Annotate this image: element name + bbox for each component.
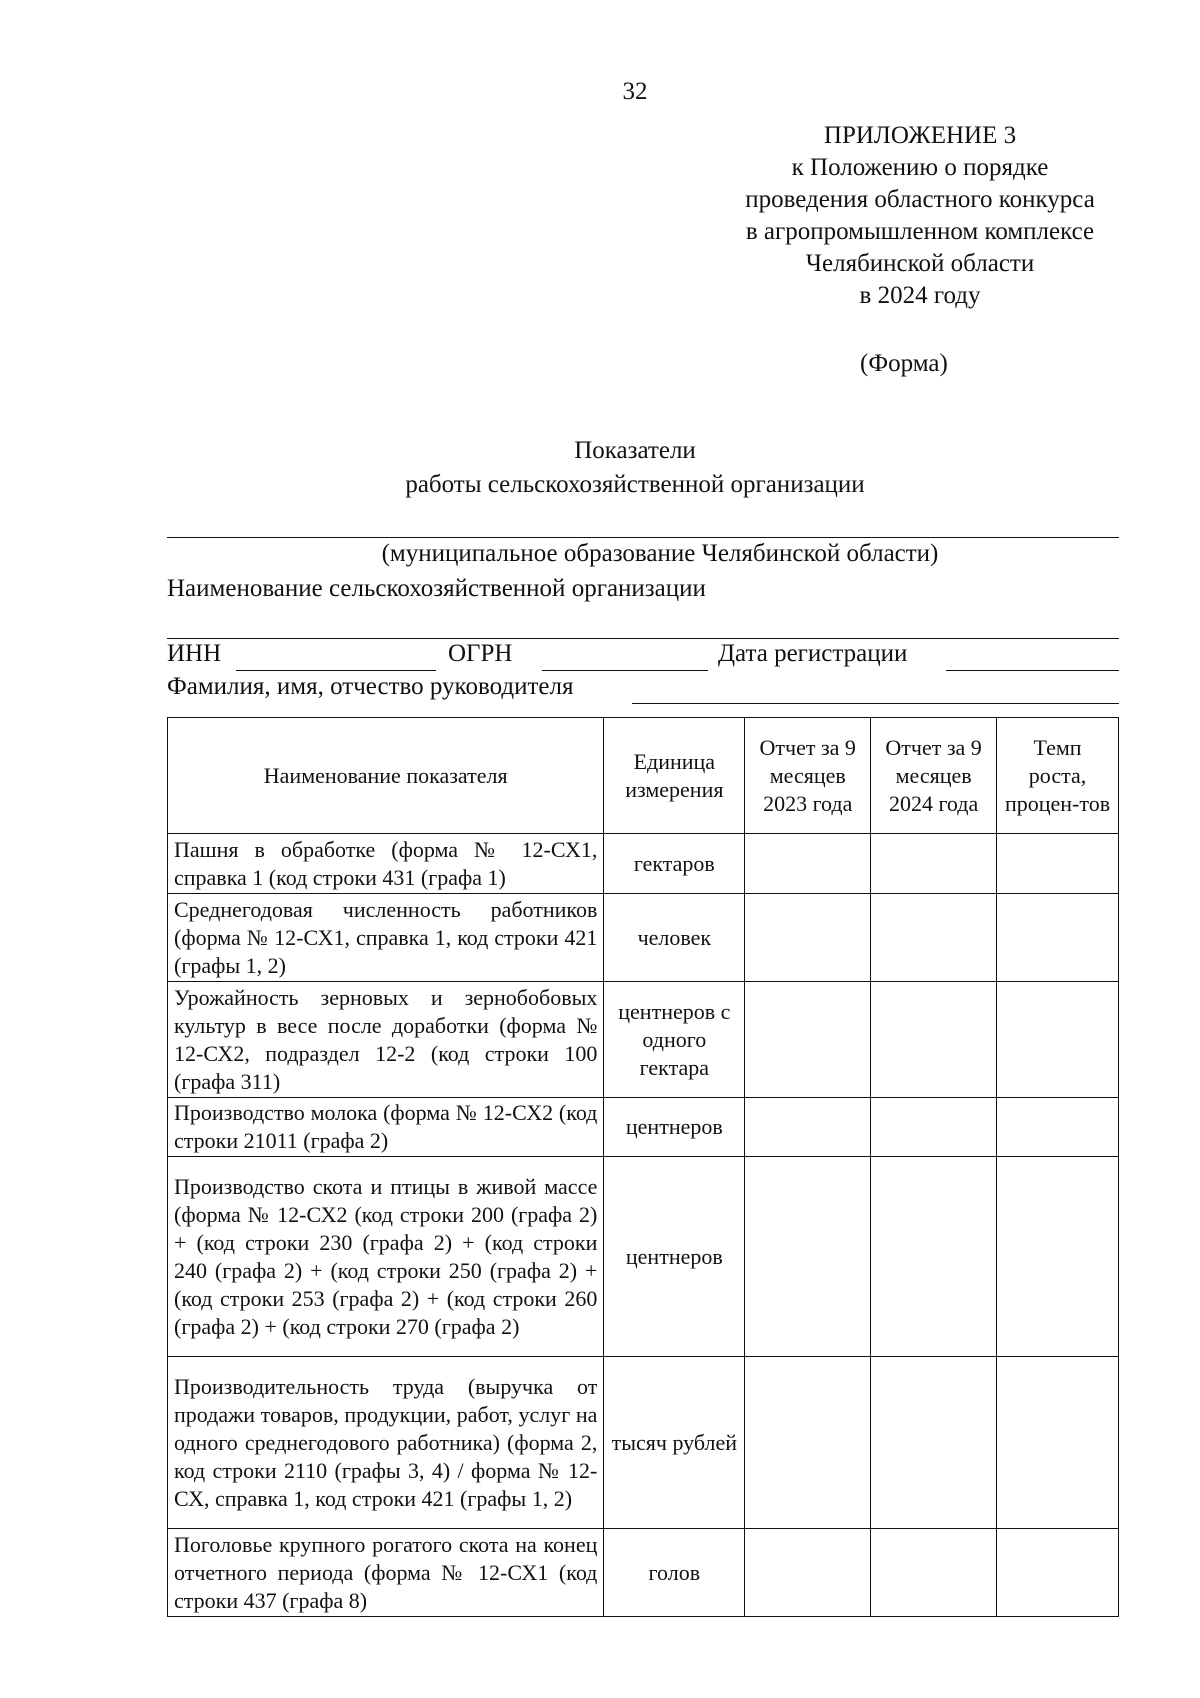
value-cell-growth[interactable] bbox=[997, 1529, 1119, 1617]
reg-date-fill-line[interactable] bbox=[946, 670, 1119, 671]
appendix-block bbox=[620, 120, 1200, 312]
heading-line: Показатели bbox=[574, 437, 696, 464]
table-row bbox=[168, 894, 1119, 982]
table-row bbox=[168, 982, 1119, 1098]
value-cell-2024[interactable] bbox=[871, 1357, 997, 1529]
value-cell-2023[interactable] bbox=[745, 894, 871, 982]
org-name-fill-line[interactable] bbox=[167, 638, 1119, 639]
header-unit: Единица измерения bbox=[604, 718, 745, 834]
org-name-label: Наименование сельскохозяйственной организации bbox=[167, 575, 706, 602]
indicator-name: Среднегодовая численность работников (форма № 12-СХ1, справка 1, код строки 421 (графы 1, 2) bbox=[168, 894, 604, 982]
header-indicator: Наименование показателя bbox=[168, 718, 604, 834]
value-cell-2023[interactable] bbox=[745, 982, 871, 1098]
indicator-name: Пашня в обработке (форма № 12-СХ1, справка 1 (код строки 431 (графа 1) bbox=[168, 834, 604, 894]
header-report-2024: Отчет за 9 месяцев 2024 года bbox=[871, 718, 997, 834]
table-row bbox=[168, 1529, 1119, 1617]
head-name-label: Фамилия, имя, отчество руководителя bbox=[167, 673, 574, 700]
value-cell-growth[interactable] bbox=[997, 1098, 1119, 1157]
indicator-unit: центнеров с одного гектара bbox=[604, 982, 745, 1098]
value-cell-growth[interactable] bbox=[997, 1357, 1119, 1529]
appendix-line: к Положению о порядке bbox=[791, 154, 1049, 181]
document-heading bbox=[0, 434, 1200, 502]
municipality-fill-line[interactable] bbox=[167, 537, 1119, 538]
value-cell-growth[interactable] bbox=[997, 894, 1119, 982]
table-row bbox=[168, 834, 1119, 894]
value-cell-2024[interactable] bbox=[871, 982, 997, 1098]
indicator-unit: центнеров bbox=[604, 1098, 745, 1157]
heading-line: работы сельскохозяйственной организации bbox=[405, 471, 865, 498]
indicator-name: Урожайность зерновых и зернобобовых культур в весе после доработки (форма № 12-СХ2, подраздел 12-2 (код строки 100 (графа 311) bbox=[168, 982, 604, 1098]
header-report-2023: Отчет за 9 месяцев 2023 года bbox=[745, 718, 871, 834]
appendix-line: проведения областного конкурса bbox=[745, 186, 1095, 213]
page-number: 32 bbox=[622, 78, 648, 105]
value-cell-2024[interactable] bbox=[871, 1157, 997, 1357]
value-cell-growth[interactable] bbox=[997, 1157, 1119, 1357]
value-cell-2023[interactable] bbox=[745, 1157, 871, 1357]
appendix-title: ПРИЛОЖЕНИЕ 3 bbox=[823, 122, 1017, 149]
appendix-line: Челябинской области bbox=[805, 250, 1035, 277]
value-cell-growth[interactable] bbox=[997, 834, 1119, 894]
ogrn-fill-line[interactable] bbox=[542, 670, 708, 671]
indicator-unit: голов bbox=[604, 1529, 745, 1617]
form-label: (Форма) bbox=[860, 350, 948, 377]
value-cell-2023[interactable] bbox=[745, 1098, 871, 1157]
reg-date-label: Дата регистрации bbox=[718, 640, 908, 667]
inn-label: ИНН bbox=[167, 640, 222, 667]
appendix-line: в 2024 году bbox=[859, 282, 981, 309]
value-cell-2024[interactable] bbox=[871, 1098, 997, 1157]
municipality-caption: (муниципальное образование Челябинской области) bbox=[381, 540, 939, 567]
value-cell-2024[interactable] bbox=[871, 1529, 997, 1617]
value-cell-2024[interactable] bbox=[871, 894, 997, 982]
value-cell-growth[interactable] bbox=[997, 982, 1119, 1098]
indicators-table bbox=[167, 717, 1119, 1617]
indicator-name: Производительность труда (выручка от продажи товаров, продукции, работ, услуг на одного среднегодового работника) (форма 2, код строки 2110 (графы 3, 4) / форма № 12-СХ, справка 1, код строки 421 (графы 1, 2) bbox=[168, 1357, 604, 1529]
indicator-unit: гектаров bbox=[604, 834, 745, 894]
ogrn-label: ОГРН bbox=[448, 640, 513, 667]
indicator-name: Производство молока (форма № 12-СХ2 (код строки 21011 (графа 2) bbox=[168, 1098, 604, 1157]
inn-fill-line[interactable] bbox=[236, 670, 436, 671]
table-row bbox=[168, 1357, 1119, 1529]
head-name-fill-line[interactable] bbox=[632, 703, 1119, 704]
table-row bbox=[168, 1098, 1119, 1157]
indicator-unit: тысяч рублей bbox=[604, 1357, 745, 1529]
value-cell-2023[interactable] bbox=[745, 834, 871, 894]
indicator-name: Производство скота и птицы в живой массе (форма № 12-СХ2 (код строки 200 (графа 2) + (код строки 230 (графа 2) + (код строки 240 (графа 2) + (код строки 250 (графа 2) + (код строки 253 (графа 2) + (код строки 260 (графа 2) + (код строки 270 (графа 2) bbox=[168, 1157, 604, 1357]
indicator-name: Поголовье крупного рогатого скота на конец отчетного периода (форма № 12-СХ1 (код строки 437 (графа 8) bbox=[168, 1529, 604, 1617]
table-row bbox=[168, 1157, 1119, 1357]
value-cell-2024[interactable] bbox=[871, 834, 997, 894]
header-growth-rate: Темп роста, процен-тов bbox=[997, 718, 1119, 834]
value-cell-2023[interactable] bbox=[745, 1357, 871, 1529]
appendix-line: в агропромышленном комплексе bbox=[745, 218, 1095, 245]
value-cell-2023[interactable] bbox=[745, 1529, 871, 1617]
indicator-unit: центнеров bbox=[604, 1157, 745, 1357]
table-header-row bbox=[168, 718, 1119, 834]
indicator-unit: человек bbox=[604, 894, 745, 982]
